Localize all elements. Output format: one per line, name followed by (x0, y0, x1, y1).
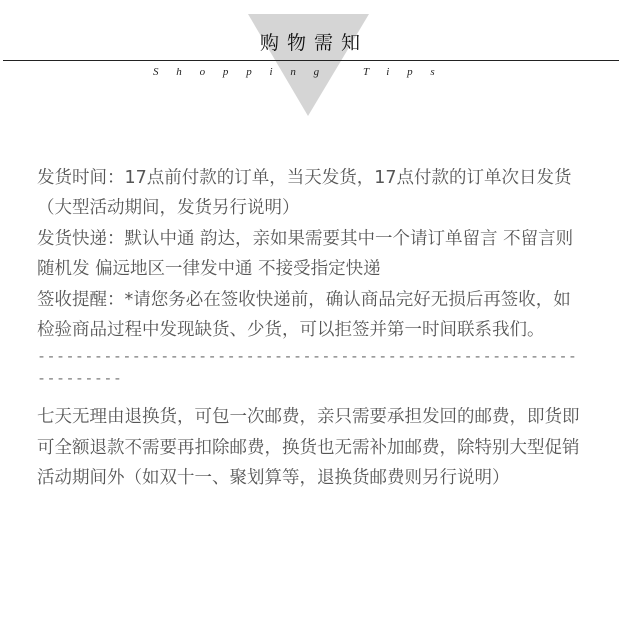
return-policy-text: 七天无理由退换货，可包一次邮费，亲只需要承担发回的邮费，即货即可全额退款不需要再扣除邮费，换货也无需补加邮费，除特别大型促销活动期间外（如双十一、聚划算等，退换货邮费则另行说明） (37, 407, 580, 489)
courier-text: 发货快递：默认中通 韵达，亲如果需要其中一个请订单留言 不留言则随机发 偏远地区一律发中通 不接受指定快递 (37, 228, 574, 280)
shipping-time-text: 发货时间：17点前付款的订单，当天发货，17点付款的订单次日发货（大型活动期间，发货另行说明） (37, 168, 572, 219)
shopping-notes (37, 163, 585, 494)
receipt-reminder-text: 签收提醒：*请您务必在签收快递前，确认商品完好无损后再签收，如检验商品过程中发现缺货、少货，可以拒签并第一时间联系我们。 (37, 289, 571, 341)
subtitle-word-tips: Tips (362, 66, 453, 78)
dashed-divider: ------------------------------------------------------------------ (37, 347, 578, 388)
page-title: 购物需知 (259, 32, 368, 54)
header-rule (3, 60, 619, 61)
header (0, 0, 620, 120)
subtitle-word-shopping: Shopping (153, 66, 337, 78)
page-subtitle (153, 66, 483, 78)
